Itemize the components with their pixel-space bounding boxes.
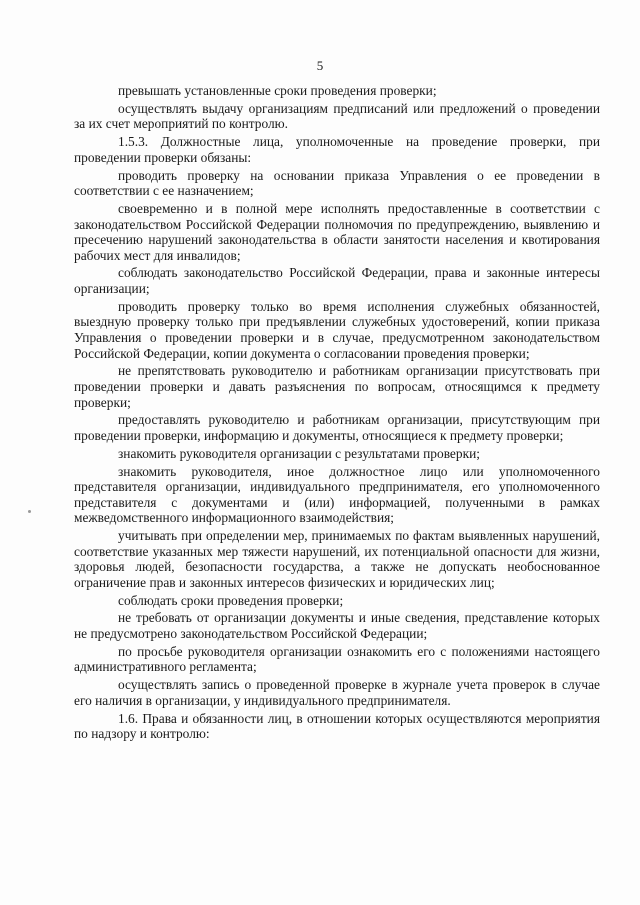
paragraph: не требовать от организации документы и иные сведения, представление которых не предусмотрено законодательством Российской Федерации; (74, 610, 600, 642)
paragraph: знакомить руководителя организации с результатами проверки; (118, 445, 480, 461)
document-body (74, 83, 600, 744)
paragraph: учитывать при определении мер, принимаемых по фактам выявленных нарушений, соответствие указанных мер тяжести нарушений, их потенциальной опасности для жизни, здоровья людей, безопасности государства, а также не допускать необоснованное ограничение прав и законных интересов физических и юридических лиц; (74, 528, 600, 590)
paragraph: предоставлять руководителю и работникам организации, присутствующим при проведении проверки, информацию и документы, относящиеся к предмету проверки; (74, 412, 600, 443)
paragraph: превышать установленные сроки проведения проверки; (118, 83, 437, 98)
paragraph-section-1-6: 1.6. Права и обязанности лиц, в отношении которых осуществляются мероприятия по надзору и контролю: (74, 710, 600, 742)
paragraph: соблюдать законодательство Российской Федерации, права и законные интересы организации; (74, 265, 600, 297)
page-number: 5 (316, 58, 324, 73)
paragraph: не препятствовать руководителю и работникам организации присутствовать при проведении проверки и давать разъяснения по вопросам, относящимся к предмету проверки; (74, 363, 600, 410)
scan-dot (28, 510, 31, 513)
paragraph: осуществлять запись о проведенной проверке в журнале учета проверок в случае его наличия в организации, у индивидуального предпринимателя. (74, 677, 600, 708)
paragraph: проводить проверку только во время исполнения служебных обязанностей, выездную проверку только при предъявлении служебных удостоверений, копии приказа Управления о проведении проверки и в случае, предусмотренном законодательством Российской Федерации, копии документа о согласовании проведения проверки; (74, 298, 600, 361)
paragraph: своевременно и в полной мере исполнять предоставленные в соответствии с законодательством Российской Федерации полномочия по предупреждению, выявлению и пресечению нарушений законодательства в области занятости населения и квотирования рабочих мест для инвалидов; (74, 200, 600, 263)
paragraph: проводить проверку на основании приказа Управления о ее проведении в соответствии с ее назначением; (74, 167, 600, 199)
paragraph: осуществлять выдачу организациям предписаний или предложений о проведении за их счет мероприятий по контролю. (74, 100, 600, 132)
paragraph-section-1-5-3: 1.5.3. Должностные лица, уполномоченные на проведение проверки, при проведении проверки обязаны: (74, 134, 600, 165)
paragraph: по просьбе руководителя организации ознакомить его с положениями настоящего административного регламента; (74, 643, 600, 675)
paragraph: знакомить руководителя, иное должностное лицо или уполномоченного представителя организации, индивидуального предпринимателя, его уполномоченного представителя с документами и (или) информацией, полученными в рамках межведомственного информационного взаимодействия; (74, 463, 600, 526)
paragraph: соблюдать сроки проведения проверки; (118, 592, 344, 608)
